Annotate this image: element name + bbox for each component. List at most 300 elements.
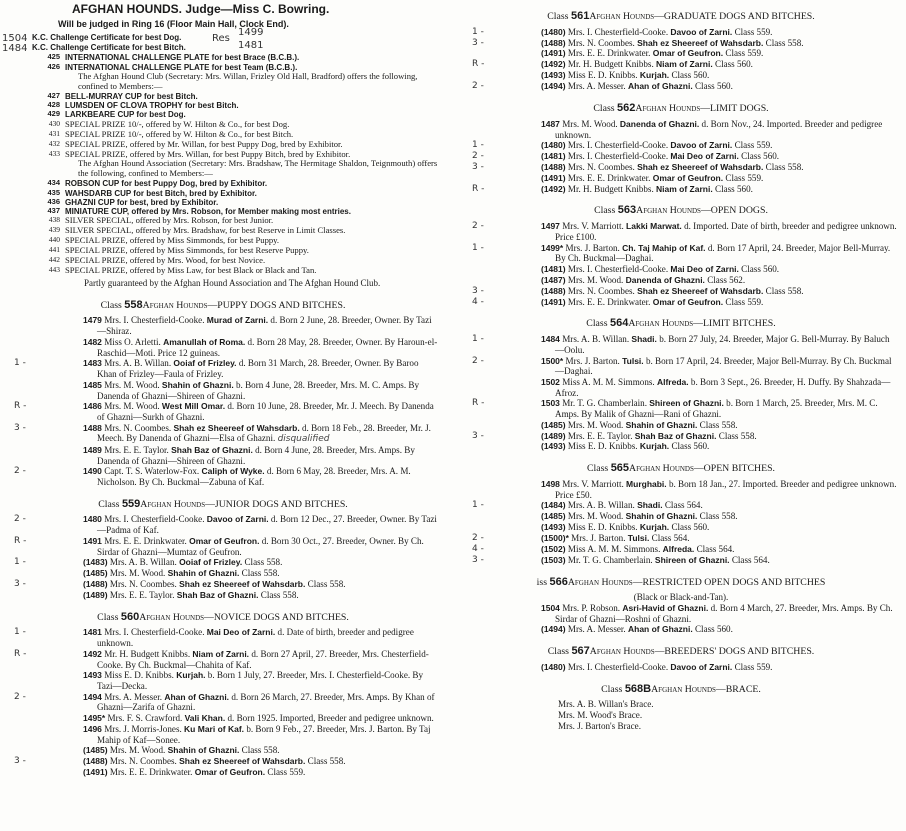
dog-name: Asri-Havid of Ghazni. <box>622 602 709 613</box>
entry-row <box>0 380 446 401</box>
entry-number: (1492) <box>541 59 566 70</box>
owner-name: Mrs. E. E. Taylor. <box>104 444 169 455</box>
owner-name: Mrs. M. Wood. <box>562 118 618 129</box>
entry-number: (1485) <box>83 745 108 756</box>
entry-row <box>458 544 904 555</box>
entry-number: 1491 <box>83 535 102 546</box>
entry-number: (1483) <box>83 557 108 568</box>
entry-details: Class 558. <box>241 745 280 756</box>
owner-name: Mrs. M. Wood. <box>109 568 166 579</box>
owner-name: Miss E. D. Knibbs. <box>567 441 638 452</box>
owner-name: Mrs. E. E. Taylor. <box>109 589 175 600</box>
class-number: 561 <box>570 10 590 22</box>
prize-number: 439 <box>48 225 60 235</box>
award-mark: 2 - <box>472 355 484 366</box>
entry-number: 1490 <box>83 466 102 477</box>
entry-number: (1488) <box>541 37 566 48</box>
entry-number: (1500)* <box>541 533 569 544</box>
owner-name: Mrs. A. B. Willan. <box>567 500 635 511</box>
owner-name: Mrs. E. E. Drinkwater. <box>104 535 187 546</box>
entry-row <box>0 627 446 648</box>
entry-row <box>458 286 904 297</box>
entry-details: Class 564. <box>731 554 770 565</box>
prize-number: 438 <box>48 215 60 225</box>
owner-name: Mrs. A. Messer. <box>567 81 626 92</box>
entry-row <box>458 275 904 286</box>
dog-name: Shahin of Ghazni. <box>625 511 698 522</box>
entry-row <box>0 536 446 557</box>
entry-row <box>458 243 904 264</box>
handwritten-note: disqualified <box>277 434 330 445</box>
owner-name: Mrs. E. E. Drinkwater. <box>567 296 651 307</box>
entry-details: Class 559. <box>267 766 306 777</box>
dog-name: Alfreda. <box>662 543 695 554</box>
dog-name: Omar of Geufron. <box>652 172 724 183</box>
dog-name: Shahin of Ghazni. <box>625 419 698 430</box>
class-title: Afghan Hounds—NOVICE DOGS AND BITCHES. <box>139 611 349 623</box>
dog-name: Ooiaf of Frizley. <box>173 358 237 369</box>
dog-name: Mai Deo of Zarni. <box>670 150 739 161</box>
dog-name: Shireen of Ghazni. <box>649 398 724 409</box>
dog-name: Omar of Geufron. <box>652 48 724 59</box>
prize-number: 441 <box>48 245 60 255</box>
owner-name: Mrs. J. Barton. <box>565 355 620 366</box>
entry-details: d. Born 17 April, 24. Breeder, Major Bell-Murray. By Ch. Buckmal—Daghai. <box>555 242 891 264</box>
handwritten-number: 1481 <box>238 40 264 52</box>
entry-details: b. Born 17 April, 24. Breeder, Major Bell-Murray. By Ch. Buckmal—Daghai. <box>555 355 892 377</box>
entry-details: Class 562. <box>707 274 746 285</box>
cert-text: K.C. Challenge Certificate for best Dog. <box>32 33 182 43</box>
dog-name: Amanullah of Roma. <box>163 336 246 347</box>
award-mark: 4 - <box>472 296 484 307</box>
entry-details: Class 558. <box>241 568 280 579</box>
brace-entry: Mrs. A. B. Willan's Brace. <box>558 699 654 710</box>
owner-name: Mrs. E. E. Drinkwater. <box>567 172 651 183</box>
dog-name: Niam of Zarni. <box>656 183 713 194</box>
class-heading: Class 559Afghan Hounds—JUNIOR DOGS AND BITCHES. <box>98 497 348 510</box>
entry-row <box>0 724 446 745</box>
award-mark: R - <box>14 535 27 546</box>
class-title: Afghan Hounds—OPEN BITCHES. <box>629 463 775 475</box>
entry-details: d. Born 2 June, 28. Breeder, Owner. By Tazi—Shiraz. <box>97 315 432 337</box>
award-mark: 4 - <box>472 543 484 554</box>
award-mark: 3 - <box>472 161 484 172</box>
entry-row <box>0 466 446 487</box>
entry-row <box>458 38 904 49</box>
entry-details: Class 564. <box>651 533 690 544</box>
entry-row <box>0 568 446 579</box>
dog-name: Ku Mari of Kaf. <box>184 723 245 734</box>
entry-row <box>458 221 904 242</box>
owner-name: Mrs. A. B. Willan. <box>104 358 172 369</box>
entry-row <box>458 151 904 162</box>
award-mark: 2 - <box>472 81 484 92</box>
dog-name: Mai Deo of Zarni. <box>206 627 276 638</box>
prize-number: 442 <box>48 255 60 265</box>
dog-name: Shahin of Ghazni. <box>167 568 240 579</box>
prize-text: SILVER SPECIAL, offered by Mrs. Robson, for best Junior. <box>65 215 274 226</box>
class-number: 566 <box>549 575 568 588</box>
entry-row <box>0 315 446 336</box>
entry-number: 1499* <box>541 242 564 253</box>
entry-row <box>458 603 904 624</box>
entry-row <box>458 511 904 522</box>
dog-name: Shah Baz of Ghazni. <box>176 589 259 600</box>
award-mark: 2 - <box>14 466 26 477</box>
award-mark: R - <box>14 401 27 412</box>
entry-number: (1480) <box>541 26 566 37</box>
entry-number: 1486 <box>83 401 102 412</box>
entry-row <box>458 533 904 544</box>
guarantee-note: Partly guaranteed by the Afghan Hound Association and The Afghan Hound Club. <box>84 278 381 289</box>
award-mark: 1 - <box>472 334 484 345</box>
award-mark: 3 - <box>472 430 484 441</box>
entry-row <box>458 398 904 419</box>
prize-text: BELL-MURRAY CUP for best Bitch. <box>65 91 198 101</box>
class-title: Afghan Hounds—RESTRICTED OPEN DOGS AND BITCHES <box>567 576 826 588</box>
dog-name: Kurjah. <box>639 441 670 452</box>
prize-text: WAHSDARB CUP for best Bitch, bred by Exhibitor. <box>65 188 257 198</box>
entry-number: (1488) <box>541 161 566 172</box>
owner-name: Mrs. V. Marriott. <box>562 479 624 490</box>
entry-details: Class 558. <box>244 557 283 568</box>
entry-row <box>0 401 446 422</box>
prize-text: SPECIAL PRIZE, offered by Miss Law, for best Black or Black and Tan. <box>65 265 317 276</box>
entry-number: 1496 <box>83 723 102 734</box>
entry-details: d. Born 31 March, 28. Breeder, Owner. By Baroo Khan of Frizley—Faula of Frizley. <box>97 358 419 380</box>
dog-name: Ahan of Ghazni. <box>628 624 693 635</box>
prize-item <box>0 266 446 276</box>
entry-row <box>458 662 904 673</box>
cert-text: K.C. Challenge Certificate for best Bitch. <box>32 43 186 53</box>
owner-name: Miss E. D. Knibbs. <box>567 522 638 533</box>
entry-details: Class 559. <box>734 26 773 37</box>
entry-row <box>0 745 446 756</box>
entry-number: (1485) <box>83 568 108 579</box>
entry-details: Class 559. <box>734 661 773 672</box>
class-number: 565 <box>610 462 630 475</box>
dog-name: Shadi. <box>637 500 663 511</box>
entry-details: Class 560. <box>671 522 710 533</box>
prize-number: 426 <box>47 61 60 71</box>
prize-number: 427 <box>47 90 60 100</box>
owner-name: Mrs. J. Barton. <box>565 242 620 253</box>
prize-text: SPECIAL PRIZE, offered by Mrs. Wood, for best Novice. <box>65 255 266 266</box>
entry-details: d. Born Nov., 24. Imported. Breeder and pedigree unknown. <box>555 118 883 140</box>
owner-name: Capt. T. S. Waterlow-Fox. <box>104 466 200 477</box>
owner-name: Mrs. M. Wood. <box>567 511 624 522</box>
dog-name: Kurjah. <box>639 522 670 533</box>
entry-number: (1481) <box>541 150 566 161</box>
dog-name: Danenda of Ghazni. <box>625 274 705 285</box>
owner-name: Mr. H. Budgett Knibbs. <box>104 648 191 659</box>
prize-text: SPECIAL PRIZE, offered by Mrs. Willan, for best Puppy Bitch, bred by Exhibitor. <box>65 148 351 159</box>
owner-name: Mrs. F. S. Crawford. <box>107 713 183 723</box>
entry-number: (1492) <box>541 183 566 194</box>
entry-number: 1493 <box>83 670 102 681</box>
entry-number: 1504 <box>541 602 560 613</box>
owner-name: Mrs. I. Chesterfield-Cooke. <box>104 514 205 525</box>
class-title: Afghan Hounds—GRADUATE DOGS AND BITCHES. <box>589 11 815 22</box>
entry-row <box>458 431 904 442</box>
dog-name: Omar of Geufron. <box>194 766 266 777</box>
entry-details: Class 558. <box>765 37 804 48</box>
entry-row <box>458 377 904 398</box>
class-heading: Class 562Afghan Hounds—LIMIT DOGS. <box>593 101 769 114</box>
owner-name: Mrs. I. Chesterfield-Cooke. <box>567 661 669 672</box>
prize-number: 429 <box>47 109 60 119</box>
prize-number: 434 <box>47 178 60 188</box>
entry-number: (1494) <box>541 81 566 92</box>
dog-name: Shahin of Ghazni. <box>161 379 234 390</box>
entry-details: d. Born 30 Oct., 27. Breeder, Owner. By Ch. Sirdar of Ghazni—Mumtaz of Geufron. <box>97 535 424 557</box>
owner-name: Mrs. N. Coombes. <box>567 285 635 296</box>
entry-number: 1480 <box>83 514 102 525</box>
dog-name: Ahan of Ghazni. <box>164 691 230 702</box>
award-mark: 3 - <box>472 37 484 48</box>
prize-text: MINIATURE CUP, offered by Mrs. Robson, for Member making most entries. <box>65 207 351 217</box>
award-mark: 3 - <box>14 756 26 767</box>
entry-details: d. Born 27 April, 27. Breeder, Mrs. Chesterfield-Cooke. By Ch. Buckmal—Chahita of Kaf. <box>97 648 429 670</box>
dog-name: Vali Khan. <box>184 713 226 723</box>
entry-details: Class 564. <box>664 500 703 511</box>
entry-row <box>458 81 904 92</box>
entry-details: Class 558. <box>699 511 738 522</box>
entry-details: Class 558. <box>307 578 346 589</box>
prize-text: LUMSDEN OF CLOVA TROPHY for best Bitch. <box>65 101 239 111</box>
entry-number: 1502 <box>541 376 560 387</box>
owner-name: Mrs. A. Messer. <box>567 624 626 635</box>
entry-number: (1487) <box>541 274 566 285</box>
entry-number: (1488) <box>83 578 108 589</box>
award-mark: 1 - <box>14 627 26 638</box>
owner-name: Mrs. N. Coombes. <box>104 422 172 433</box>
owner-name: Mrs. N. Coombes. <box>567 161 635 172</box>
prize-item <box>0 53 446 62</box>
owner-name: Mrs. A. B. Willan. <box>109 557 177 568</box>
dog-name: Shah Baz of Ghazni. <box>634 430 717 441</box>
certificates-list <box>0 27 446 55</box>
class-prefix: iss <box>536 576 548 588</box>
entry-number: (1493) <box>541 70 566 81</box>
award-mark: 3 - <box>472 554 484 565</box>
owner-name: Mrs. N. Coombes. <box>109 756 177 767</box>
owner-name: Mrs. I. Chesterfield-Cooke. <box>104 627 205 638</box>
entry-details: Class 560. <box>741 150 780 161</box>
owner-name: Mrs. I. Chesterfield-Cooke. <box>104 315 205 326</box>
entry-details: d. Born 4 March, 27. Breeder, Mrs. Amps. By Ch. Sirdar of Ghazni—Roshni of Ghazni. <box>555 602 893 624</box>
award-mark: 2 - <box>472 533 484 544</box>
entry-number: 1489 <box>83 444 102 455</box>
entry-row <box>0 692 446 713</box>
owner-name: Mrs. E. E. Drinkwater. <box>567 48 651 59</box>
class-number: 563 <box>617 204 637 217</box>
prize-number: 436 <box>47 196 60 206</box>
entry-row <box>458 297 904 308</box>
entry-details: d. Born 1925. Imported, Breeder and pedigree unknown. <box>227 713 434 723</box>
entry-row <box>0 514 446 535</box>
entry-row <box>458 70 904 81</box>
entry-details: b. Born 1 March, 25. Breeder, Mrs. M. C. Amps. By Malik of Ghazni—Rani of Ghazni. <box>555 398 878 420</box>
owner-name: Miss A. M. M. Simmons. <box>562 376 655 387</box>
prize-number: 435 <box>47 187 60 197</box>
dog-name: Shah ez Sheereef of Wahsdarb. <box>179 578 306 589</box>
class-number: 559 <box>121 497 141 510</box>
dog-name: Shah ez Sheereef of Wahsdarb. <box>637 161 764 172</box>
award-mark: 1 - <box>472 140 484 151</box>
entry-details: Class 558. <box>765 161 804 172</box>
prize-number: 431 <box>48 128 60 138</box>
entry-number: 1492 <box>83 648 102 659</box>
left-column <box>0 0 446 778</box>
class-number: 567 <box>571 645 590 658</box>
entry-row <box>0 579 446 590</box>
owner-name: Mrs. V. Marriott. <box>562 221 624 232</box>
entry-number: (1493) <box>541 522 566 533</box>
owner-name: Mrs. P. Robson. <box>562 602 621 613</box>
prize-number: 425 <box>47 52 60 62</box>
prize-text: LARKBEARE CUP for best Dog. <box>65 110 186 120</box>
entry-number: 1482 <box>83 336 102 347</box>
award-mark: 3 - <box>14 422 26 433</box>
class-number: 568B <box>624 682 652 695</box>
dog-name: Ch. Taj Mahip of Kaf. <box>622 242 706 253</box>
entry-details: d. Born 12 Dec., 27. Breeder, Owner. By Tazi—Padma of Kaf. <box>97 514 437 536</box>
award-mark: 1 - <box>14 358 26 369</box>
entry-details: Class 558. <box>765 285 804 296</box>
prize-number: 433 <box>48 148 60 158</box>
award-mark: 2 - <box>472 150 484 161</box>
dog-name: Shireen of Ghazni. <box>654 554 730 565</box>
entry-details: b. Born 18 Jan., 27. Imported. Breeder and pedigree unknown. Price £50. <box>555 479 897 500</box>
dog-name: West Mill Omar. <box>161 401 226 412</box>
dog-name: Murad of Zarni. <box>206 315 269 326</box>
entry-row <box>458 356 904 377</box>
entry-number: 1497 <box>541 221 560 232</box>
award-mark: 1 - <box>472 242 484 253</box>
entry-row <box>458 48 904 59</box>
entry-details: Class 564. <box>696 543 735 554</box>
award-mark: R - <box>472 398 485 409</box>
entry-details: b. Born 3 Sept., 26. Breeder, H. Duffy. By Shahzada—Afroz. <box>555 376 891 398</box>
entry-number: (1502) <box>541 543 566 554</box>
owner-name: Mr. H. Budgett Knibbs. <box>567 183 654 194</box>
award-mark: 3 - <box>472 285 484 296</box>
entry-row <box>0 670 446 691</box>
entry-number: (1488) <box>83 756 108 767</box>
prize-number: 443 <box>48 265 60 275</box>
owner-name: Miss A. M. M. Simmons. <box>567 543 661 554</box>
award-mark: 1 - <box>472 500 484 511</box>
class-heading: Class 565Afghan Hounds—OPEN BITCHES. <box>587 462 775 475</box>
owner-name: Mrs. A. B. Willan. <box>562 334 630 345</box>
class-heading: Class 558Afghan Hounds—PUPPY DOGS AND BITCHES. <box>100 298 346 311</box>
entry-row <box>458 59 904 70</box>
owner-name: Mrs. M. Wood. <box>567 419 624 430</box>
entry-number: 1481 <box>83 627 102 638</box>
class-number: 562 <box>617 101 636 114</box>
prize-note: The Afghan Hound Club (Secretary: Mrs. Willan, Frizley Old Hall, Bradford) offers the following, confined to Members:— <box>78 70 418 91</box>
owner-name: Mrs. N. Coombes. <box>567 37 635 48</box>
handwritten-note: Res <box>212 33 230 45</box>
award-mark: 2 - <box>472 221 484 232</box>
class-heading: Class 564Afghan Hounds—LIMIT BITCHES. <box>586 317 776 330</box>
owner-name: Mrs. I. Chesterfield-Cooke. <box>567 26 669 37</box>
dog-name: Davoo of Zarni. <box>670 140 733 151</box>
entry-row <box>0 423 446 445</box>
owner-name: Mrs. I. Chesterfield-Cooke. <box>567 150 669 161</box>
prize-number: 428 <box>47 100 60 110</box>
dog-name: Shahin of Ghazni. <box>167 745 240 756</box>
page-title: AFGHAN HOUNDS. Judge—Miss C. Bowring. <box>72 2 330 16</box>
entry-number: (1480) <box>541 140 566 151</box>
cert-handwritten-number: 1484 <box>2 43 28 55</box>
dog-name: Shah ez Sheereef of Wahsdarb. <box>173 422 300 433</box>
dog-name: Kurjah. <box>639 70 670 81</box>
right-column <box>458 0 904 731</box>
owner-name: Mrs. I. Chesterfield-Cooke. <box>567 140 669 151</box>
entry-details: d. Date of birth, breeder and pedigree unknown. <box>97 627 414 649</box>
entry-number: (1491) <box>541 48 566 59</box>
class-title: Afghan Hounds—BREEDERS' DOGS AND BITCHES. <box>589 646 815 658</box>
dog-name: Shadi. <box>631 334 657 345</box>
entry-details: Class 560. <box>741 263 780 274</box>
dog-name: Tulsi. <box>627 533 650 544</box>
award-mark: 2 - <box>14 514 26 525</box>
class-heading <box>458 576 904 589</box>
entry-row <box>0 358 446 379</box>
owner-name: Mrs. J. Morris-Jones. <box>104 723 182 734</box>
dog-name: Kurjah. <box>176 670 206 681</box>
prize-item <box>0 189 446 198</box>
award-mark: R - <box>472 59 485 70</box>
class-heading: Class 568BAfghan Hounds—BRACE. <box>601 682 761 695</box>
dog-name: Tulsi. <box>622 355 644 366</box>
dog-name: Shah ez Sheereef of Wahsdarb. <box>637 37 764 48</box>
entry-number: (1493) <box>541 441 566 452</box>
entry-details: Class 560. <box>715 59 753 70</box>
class-title: Afghan Hounds—BRACE. <box>651 683 761 695</box>
entry-number: 1494 <box>83 691 102 702</box>
prize-text: SPECIAL PRIZE, offered by Miss Simmonds, for best Reserve Puppy. <box>65 245 309 256</box>
owner-name: Mrs. M. Wood. <box>109 745 166 756</box>
dog-name: Omar of Geufron. <box>652 296 724 307</box>
entry-number: 1485 <box>83 379 102 390</box>
dog-name: Davoo of Zarni. <box>670 661 733 672</box>
entry-details: d. Born 26 March, 27. Breeder, Mrs. Amps. By Khan of Ghazni—Zarifa of Ghazni. <box>97 691 435 713</box>
cert-row <box>0 40 446 55</box>
class-number: 558 <box>124 298 143 311</box>
brace-entry: Mrs. J. Barton's Brace. <box>558 720 641 731</box>
entry-row <box>458 162 904 173</box>
entry-number: (1489) <box>541 430 566 441</box>
dog-name: Ahan of Ghazni. <box>628 81 693 92</box>
dog-name: Ooiaf of Frizley. <box>179 557 243 568</box>
entry-details: b. Born 27 July, 24. Breeder, Major G. Bell-Murray. By Baluch—Oolu. <box>555 334 890 355</box>
owner-name: Mr. H. Budgett Knibbs. <box>567 59 654 70</box>
owner-name: Mrs. I. Chesterfield-Cooke. <box>567 263 669 274</box>
class-heading: Class 567Afghan Hounds—BREEDERS' DOGS AND BITCHES. <box>547 645 815 658</box>
class-number: 564 <box>609 317 629 330</box>
class-title: Afghan Hounds—LIMIT DOGS. <box>635 102 769 114</box>
left-classes <box>0 299 446 778</box>
entry-details: Class 558. <box>260 589 299 600</box>
entry-details: Class 559. <box>725 296 764 307</box>
prize-text: ROBSON CUP for best Puppy Dog, bred by Exhibitor. <box>65 179 268 189</box>
entry-details: d. Born 28 May, 28. Breeder, Owner. By Haroun-el-Raschid—Moti. Price 12 guineas. <box>97 336 438 358</box>
dog-name: Omar of Geufron. <box>189 535 260 546</box>
cert-handwritten-number: 1504 <box>2 33 28 45</box>
